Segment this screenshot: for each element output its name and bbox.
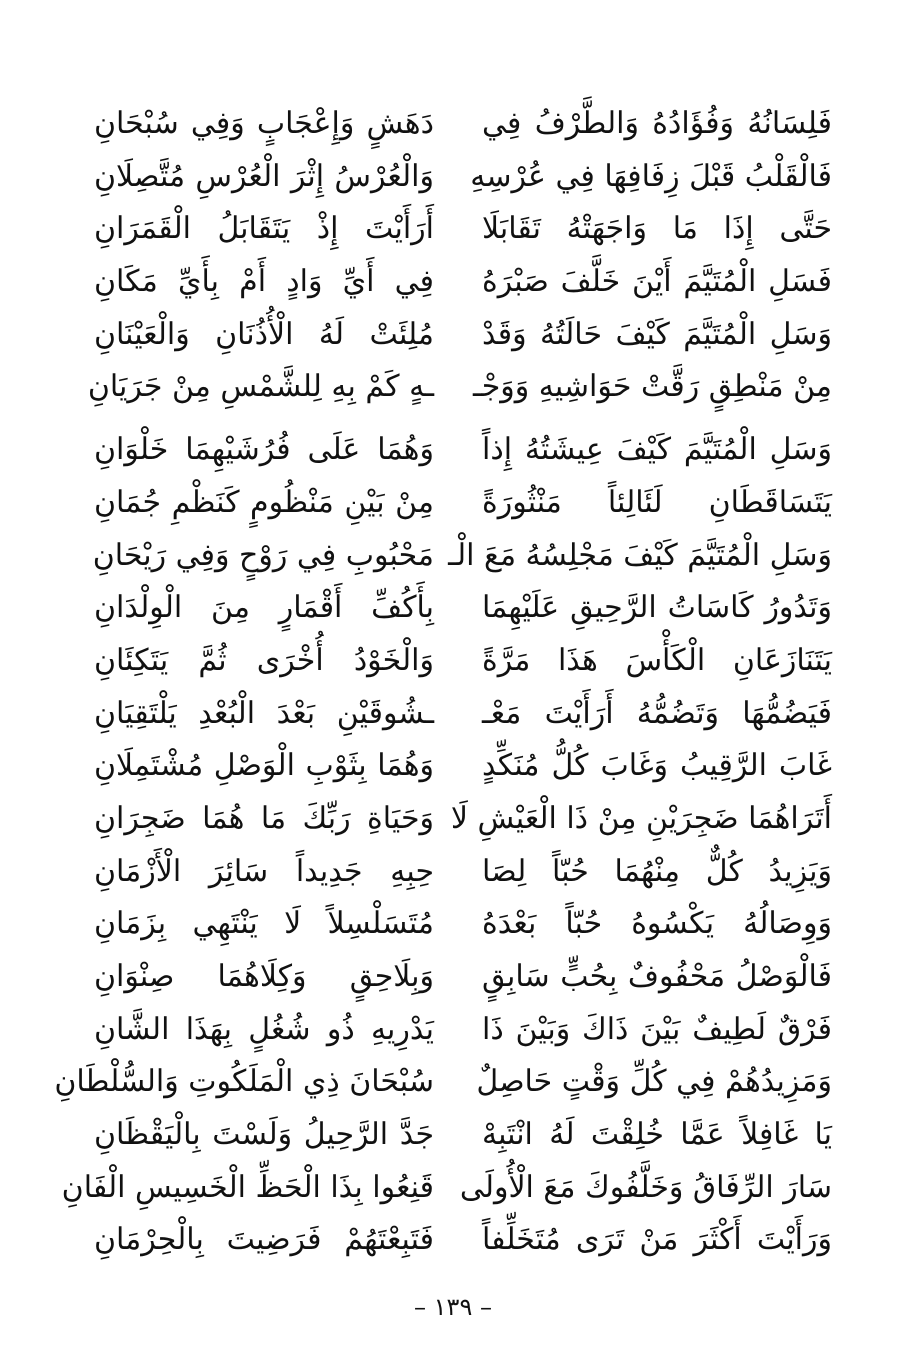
verse-first-hemistich: أَتَرَاهُمَا ضَجِرَيْنِ مِنْ ذَا الْعَيْشِ لَا bbox=[450, 800, 832, 836]
verse-second-hemistich: مُلِئَتْ لَهُ الْأُذُنَانِ وَالْعَيْنَانِ bbox=[94, 316, 434, 352]
verse-line bbox=[0, 1107, 906, 1160]
verse-first-hemistich: يَا غَافِلاً عَمَّا خُلِقْتَ لَهُ انْتَبِهْ bbox=[482, 1117, 832, 1153]
verse-first-hemistich: حَتَّى إِذَا مَا وَاجَهَتْهُ تَقَابَلَا bbox=[482, 211, 832, 247]
verse-line bbox=[0, 738, 906, 791]
verse-line bbox=[0, 949, 906, 1002]
verse-first-hemistich: فَالْوَصْلُ مَحْفُوفٌ بِحُبٍّ سَابِقٍ bbox=[482, 959, 832, 994]
verse-first-hemistich: وَرَأَيْتَ أَكْثَرَ مَنْ تَرَى مُتَخَلِّفاً bbox=[482, 1222, 832, 1258]
page-number: – ١٣٩ – bbox=[414, 1293, 492, 1321]
verse-line bbox=[0, 96, 906, 149]
verse-first-hemistich: فَلِسَانُهُ وَفُؤَادُهُ وَالطَّرْفُ فِي bbox=[482, 106, 832, 141]
verse-second-hemistich: بِأَكُفِّ أَقْمَارٍ مِنَ الْوِلْدَانِ bbox=[94, 590, 434, 626]
verse-second-hemistich: ـشُوقَيْنِ بَعْدَ الْبُعْدِ يَلْتَقِيَانِ bbox=[94, 695, 434, 731]
verse-line bbox=[0, 791, 906, 844]
verse-first-hemistich: فَيَضُمُّهَا وَتَضُمُّهُ أَرَأَيْتَ مَعْـ bbox=[482, 695, 832, 731]
verse-first-hemistich: وَمَزِيدُهُمْ فِي كُلِّ وَقْتٍ حَاصِلٌ bbox=[476, 1064, 832, 1100]
verse-second-hemistich: وَهُمَا بِثَوْبِ الْوَصْلِ مُشْتَمِلَانِ bbox=[94, 748, 434, 784]
verse-second-hemistich: يَدْرِيهِ ذُو شُغُلٍ بِهَذَا الشَّانِ bbox=[94, 1011, 434, 1047]
verse-second-hemistich: دَهَشٍ وَإِعْجَابٍ وَفِي سُبْحَانِ bbox=[94, 106, 434, 141]
verse-line bbox=[0, 1054, 906, 1107]
verse-second-hemistich: مُتَسَلْسِلاً لَا يَنْتَهِي بِزَمَانِ bbox=[94, 906, 434, 942]
verse-first-hemistich: سَارَ الرِّفَاقُ وَخَلَّفُوكَ مَعَ الْأُولَى bbox=[459, 1169, 832, 1205]
verse-second-hemistich: ـهٍ كَمْ بِهِ لِلشَّمْسِ مِنْ جَرَيَانِ bbox=[87, 369, 434, 405]
verse-line bbox=[0, 1212, 906, 1265]
verse-first-hemistich: وَوِصَالُهُ يَكْسُوهُ حُبّاً بَعْدَهُ bbox=[482, 906, 832, 942]
verse-line bbox=[0, 896, 906, 949]
verse-line bbox=[0, 307, 906, 360]
verse-first-hemistich: يَتَنَازَعَانِ الْكَأْسَ هَذَا مَرَّةً bbox=[482, 642, 832, 678]
poem-page bbox=[0, 96, 906, 1265]
verse-second-hemistich: مِنْ بَيْنِ مَنْظُومٍ كَنَظْمِ جُمَانِ bbox=[94, 484, 434, 520]
verse-first-hemistich: فَرْقٌ لَطِيفٌ بَيْنَ ذَاكَ وَبَيْنَ ذَا bbox=[482, 1011, 832, 1047]
verse-second-hemistich: وَهُمَا عَلَى فُرُشَيْهِمَا خَلْوَانِ bbox=[94, 432, 434, 468]
verse-second-hemistich: مَحْبُوبِ فِي رَوْحٍ وَفِي رَيْحَانِ bbox=[92, 537, 434, 573]
verse-line bbox=[0, 686, 906, 739]
stanza-2 bbox=[0, 422, 906, 1265]
verse-first-hemistich: وَسَلِ الْمُتَيَّمَ كَيْفَ عِيشَتُهُ إِذاً bbox=[482, 432, 832, 468]
verse-first-hemistich: غَابَ الرَّقِيبُ وَغَابَ كُلُّ مُنَكِّدٍ bbox=[482, 748, 832, 784]
verse-second-hemistich: فَتَبِعْتَهُمْ فَرَضِيتَ بِالْحِرْمَانِ bbox=[94, 1222, 434, 1258]
verse-first-hemistich: وَتَدُورُ كَاسَاتُ الرَّحِيقِ عَلَيْهِمَا bbox=[482, 590, 832, 626]
verse-second-hemistich: وَحَيَاةِ رَبِّكَ مَا هُمَا ضَجِرَانِ bbox=[94, 800, 434, 836]
verse-line bbox=[0, 528, 906, 581]
verse-second-hemistich: جَدَّ الرَّحِيلُ وَلَسْتَ بِالْيَقْظَانِ bbox=[94, 1117, 434, 1153]
verse-second-hemistich: حِبِهِ جَدِيداً سَائِرَ الْأَزْمَانِ bbox=[94, 853, 434, 889]
verse-line bbox=[0, 1160, 906, 1213]
verse-line bbox=[0, 475, 906, 528]
verse-line bbox=[0, 201, 906, 254]
verse-second-hemistich: سُبْحَانَ ذِي الْمَلَكُوتِ وَالسُّلْطَانِ bbox=[54, 1064, 434, 1100]
verse-second-hemistich: وَالْخَوْدُ أُخْرَى ثُمَّ يَتَكِئَانِ bbox=[94, 642, 434, 678]
verse-second-hemistich: أَرَأَيْتَ إِذْ يَتَقَابَلُ الْقَمَرَانِ bbox=[94, 211, 434, 247]
verse-line bbox=[0, 254, 906, 307]
verse-line bbox=[0, 359, 906, 412]
verse-line bbox=[0, 844, 906, 897]
verse-line bbox=[0, 1002, 906, 1055]
verse-line bbox=[0, 580, 906, 633]
stanza-1 bbox=[0, 96, 906, 412]
verse-line bbox=[0, 633, 906, 686]
verse-first-hemistich: وَسَلِ الْمُتَيَّمَ كَيْفَ حَالَتُهُ وَقَدْ bbox=[482, 316, 832, 352]
verse-line bbox=[0, 149, 906, 202]
verse-second-hemistich: قَنِعُوا بِذَا الْحَظِّ الْخَسِيسِ الْفَانِ bbox=[61, 1169, 434, 1205]
verse-first-hemistich: مِنْ مَنْطِقٍ رَقَّتْ حَوَاشِيهِ وَوَجْـ bbox=[472, 369, 832, 405]
verse-second-hemistich: وَالْعُرْسُ إِثْرَ الْعُرْسِ مُتَّصِلَانِ bbox=[94, 158, 434, 194]
verse-first-hemistich: فَالْقَلْبُ قَبْلَ زِفَافِهَا فِي عُرْسِهِ bbox=[470, 158, 832, 194]
verse-first-hemistich: يَتَسَاقَطَانِ لَئَالِئاً مَنْثُورَةً bbox=[482, 484, 832, 520]
verse-first-hemistich: وَيَزِيدُ كُلٌّ مِنْهُمَا حُبّاً لِصَا bbox=[482, 853, 832, 889]
verse-first-hemistich: وَسَلِ الْمُتَيَّمَ كَيْفَ مَجْلِسُهُ مَعَ الْـ bbox=[448, 537, 832, 573]
verse-line bbox=[0, 422, 906, 475]
verse-second-hemistich: وَبِلَاحِقٍ وَكِلَاهُمَا صِنْوَانِ bbox=[94, 959, 434, 994]
verse-first-hemistich: فَسَلِ الْمُتَيَّمَ أَيْنَ خَلَّفَ صَبْرَهُ bbox=[482, 264, 832, 300]
verse-second-hemistich: فِي أَيِّ وَادٍ أَمْ بِأَيِّ مَكَانِ bbox=[94, 264, 434, 300]
